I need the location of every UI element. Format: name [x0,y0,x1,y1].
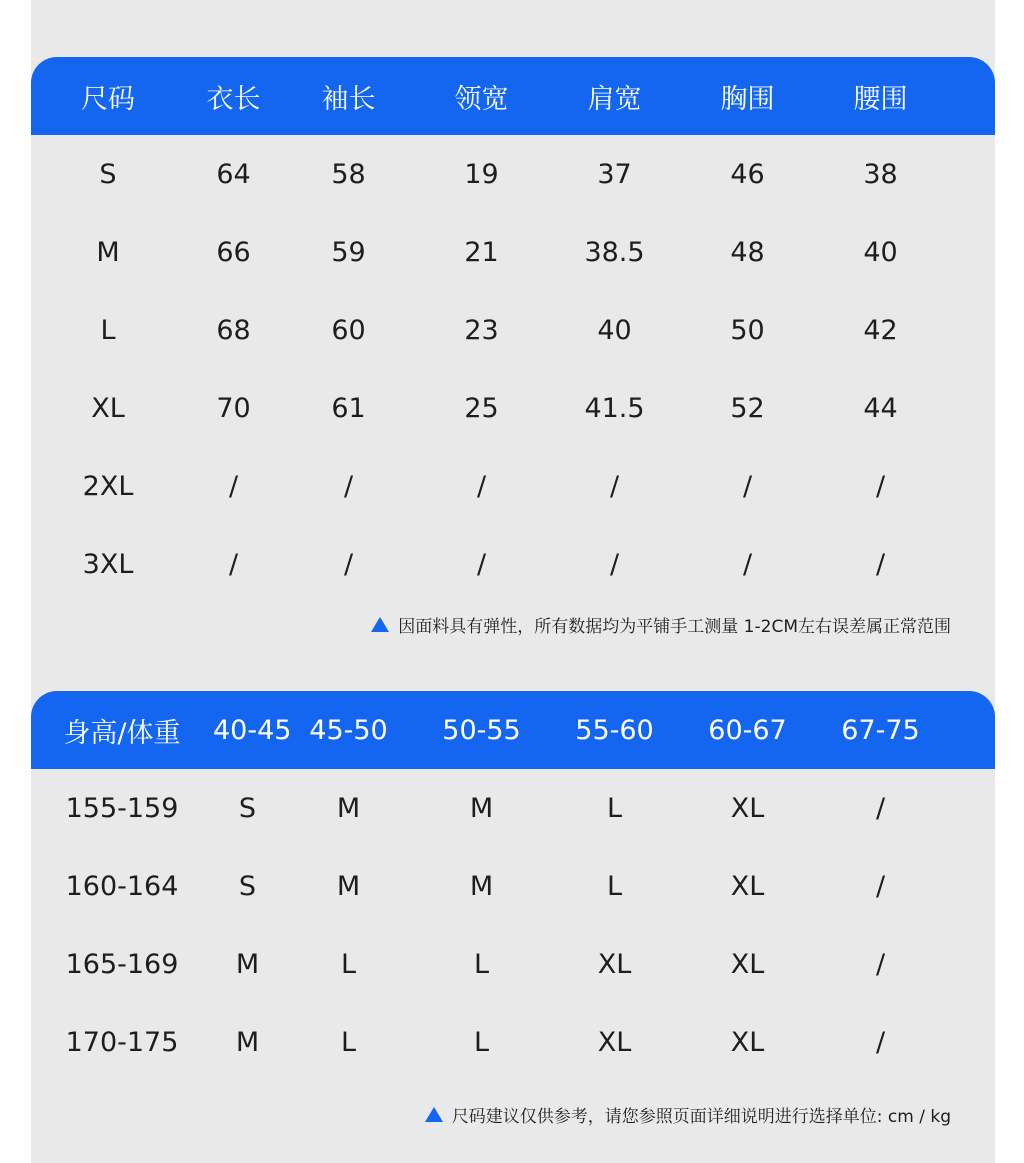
table-cell: 40 [863,236,898,268]
header-cell: 腰围 [853,83,908,115]
table-cell: / [742,470,753,502]
table-cell: M [469,792,494,824]
header-cell: 尺码 [81,83,135,115]
table-cell: 52 [730,392,765,424]
triangle-icon [425,1107,443,1122]
table-cell: XL [597,948,632,980]
table-cell: M [336,792,361,824]
size-table-note-text: 因面料具有弹性，所有数据均为平铺手工测量 1-2CM左右误差属正常范围 [398,617,951,637]
recommend-table-header [31,691,995,769]
header-cell: 肩宽 [587,83,642,115]
table-cell: / [875,792,886,824]
table-cell: / [228,470,239,502]
table-cell: 44 [863,392,898,424]
table-cell: M [469,870,494,902]
table-cell: / [742,548,753,580]
table-cell: 66 [216,236,251,268]
table-cell: M [336,870,361,902]
header-cell: 胸围 [720,83,775,115]
table-cell: 155-159 [65,792,179,824]
table-cell: XL [597,1026,632,1058]
table-row [31,135,995,213]
table-cell: L [340,1026,357,1058]
table-cell: 40 [597,314,632,346]
header-cell: 身高/体重 [63,717,181,749]
table-row [31,925,995,1003]
header-cell: 40-45 [213,714,292,746]
table-cell: 70 [216,392,251,424]
table-cell: / [875,1026,886,1058]
table-cell: 38 [863,158,898,190]
table-cell: 61 [331,392,366,424]
table-cell: 2XL [82,470,134,502]
table-cell: 60 [331,314,366,346]
table-cell: / [609,470,620,502]
table-cell: L [473,948,490,980]
size-table-note [371,612,951,637]
header-cell: 55-60 [575,714,654,746]
table-cell: 25 [464,392,499,424]
table-cell: M [96,236,120,268]
table-row [31,1003,995,1081]
recommend-table [31,691,995,1081]
triangle-icon [371,617,389,632]
table-cell: 160-164 [65,870,179,902]
table-cell: / [875,470,886,502]
recommend-table-note-text: 尺码建议仅供参考，请您参照页面详细说明进行选择单位: cm / kg [451,1107,951,1127]
table-cell: 41.5 [584,392,645,424]
table-cell: 64 [216,158,251,190]
table-cell: S [99,158,117,190]
table-row [31,847,995,925]
table-cell: XL [730,948,765,980]
table-cell: L [340,948,357,980]
table-cell: S [238,792,257,824]
recommend-table-note [425,1102,951,1127]
table-cell: 46 [730,158,765,190]
table-cell: 23 [464,314,499,346]
table-cell: / [476,470,487,502]
table-cell: / [609,548,620,580]
table-cell: XL [730,870,765,902]
size-table-header [31,57,995,135]
table-cell: M [235,1026,260,1058]
table-cell: 19 [464,158,499,190]
table-cell: / [875,548,886,580]
table-cell: / [343,470,354,502]
table-cell: / [228,548,239,580]
header-cell: 67-75 [841,714,920,746]
table-row [31,447,995,525]
table-cell: 42 [863,314,898,346]
table-cell: 50 [730,314,765,346]
table-cell: / [476,548,487,580]
table-row [31,213,995,291]
table-cell: L [606,792,623,824]
header-cell: 袖长 [321,83,376,115]
table-row [31,291,995,369]
table-cell: / [875,948,886,980]
table-cell: 3XL [82,548,134,580]
table-cell: XL [730,792,765,824]
table-cell: 38.5 [584,236,645,268]
table-cell: 170-175 [65,1026,179,1058]
table-cell: 165-169 [65,948,179,980]
table-cell: / [875,870,886,902]
table-cell: L [473,1026,490,1058]
table-cell: 21 [464,236,499,268]
table-cell: L [100,314,116,346]
header-cell: 45-50 [309,714,388,746]
header-cell: 60-67 [708,714,787,746]
table-cell: XL [91,392,125,424]
table-cell: 68 [216,314,251,346]
table-row [31,369,995,447]
table-row [31,769,995,847]
header-cell: 50-55 [442,714,521,746]
table-cell: S [238,870,257,902]
table-cell: 37 [597,158,632,190]
table-cell: 48 [730,236,765,268]
table-cell: 59 [331,236,366,268]
table-row [31,525,995,603]
table-cell: L [606,870,623,902]
table-cell: / [343,548,354,580]
table-cell: M [235,948,260,980]
header-cell: 衣长 [206,83,261,115]
size-table [31,57,995,603]
header-cell: 领宽 [454,83,509,115]
table-cell: 58 [331,158,366,190]
table-cell: XL [730,1026,765,1058]
